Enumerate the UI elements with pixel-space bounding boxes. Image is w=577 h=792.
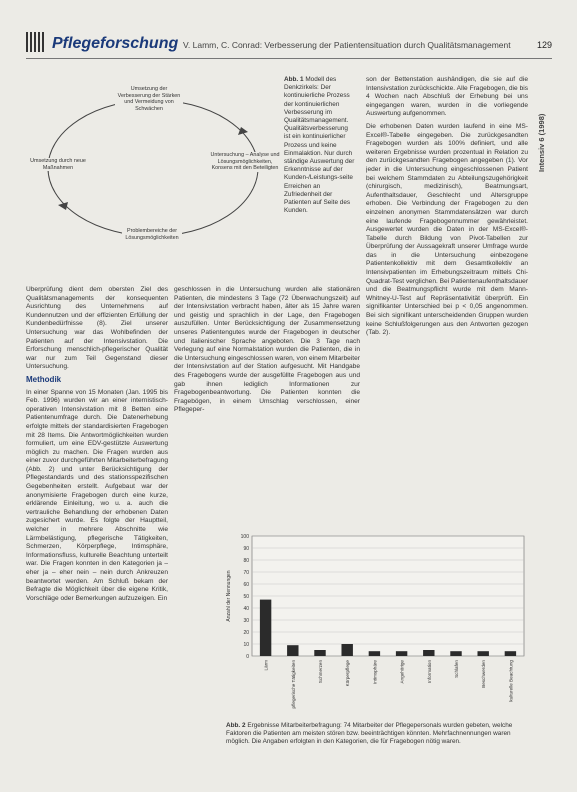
column-2-paragraph: geschlossen in die Untersuchung wurden alle stationären Patienten, die mindestens 3 Tage (72 Überwachungszeit) auf der Intensivstation verbracht haben, älter als 15 Jahre waren und geistig und sprachlich in der Lage, den Fragebogen auszufüllen. Unter Berücksichtigung der Zusammensetzung unseres Patientengutes wurde der Fragebogen in deutscher und italienischer Sprache angeboten. Die 3 Tage nach Verlegung auf eine Normalstation wurden die Patienten, die in die Untersuchung eingeschlossen waren, von einem Mitarbeiter der Intensivstation auf der Station aufgesucht. Mit Handgabe des Fragebogens wurde der ausgefüllte Fragebogen aus und gab ihnen lediglich Informationen zur Fragebogenbeantwortung. Die Patienten konnten die Fragebögen, in einem Umschlag verschlossen, einer Pflegeper- bbox=[174, 286, 360, 414]
column-3 bbox=[366, 76, 528, 520]
column-3-paragraph-1: son der Bettenstation aushändigen, die sie auf die Intensivstation zurückschickte. Alle Fragebogen, die bis 4 Wochen nach Abschluß der Erhebung bei uns eingegangen waren, wurden in die vorliegende Auswertung aufgenommen. bbox=[366, 76, 528, 118]
bar bbox=[477, 651, 488, 656]
methodik-heading: Methodik bbox=[26, 374, 62, 384]
bar bbox=[287, 645, 298, 656]
x-tick-label: Information bbox=[426, 660, 432, 683]
intro-paragraph: Überprüfung dient dem obersten Ziel des Qualitätsmanagements der konsequenten Ausrichtung des Unternehmens auf Kundennutzen und der effizienten Erfüllung der Kundenbedürfnisse (8). Ziel unserer Untersuchung war das Wohlbefinden der Patienten auf der Intensivstation. Die Erforschung menschlich-pflegerischer Qualität war nur zum Teil Gegenstand dieser Untersuchung. bbox=[26, 286, 168, 371]
y-tick-label: 20 bbox=[243, 630, 249, 636]
bar bbox=[450, 651, 461, 656]
x-tick-label: Schmerzen bbox=[318, 660, 323, 684]
bar bbox=[369, 651, 380, 656]
x-tick-label: Körperpflege bbox=[345, 660, 351, 687]
figure1-caption-text: Modell des Denkzirkels: Der kontinuierliche Prozess der kontinuierlichen Verbesserung im Qualitätsmanagement. Qualitätsverbesserung ist ein kontinuierlicher Prozess und keine Einmalaktion. Nur durch ständige Auswertung der Erkenntnisse auf der Kunden-/Leistungs-seite Erreichen an Zufriedenheit der Patienten auf Seite des Kunden. bbox=[284, 76, 355, 215]
diagram-node-top: Umsetzung der Verbesserung der Stärken und Vermeidung von Schwächen bbox=[115, 86, 183, 112]
page-number: 129 bbox=[536, 40, 552, 50]
x-tick-label: Angehörige bbox=[399, 660, 405, 684]
figure2-caption-text: Ergebnisse Mitarbeiterbefragung: 74 Mitarbeiter der Pflegepersonals wurden gebeten, welche Faktoren die Patienten am meisten stören bzw. beeinträchtigen könnten. Mehrfachnennungen waren möglich. Die Angaben erfolgten in den Kategorien, die für Fragebogen nötig waren. bbox=[226, 722, 513, 746]
diagram-node-bottom: Problembereiche der Lösungsmöglichkeiten bbox=[122, 228, 182, 241]
running-header: V. Lamm, C. Conrad: Verbesserung der Patientensituation durch Qualitätsmanagement bbox=[183, 40, 511, 50]
y-tick-label: 50 bbox=[243, 594, 249, 600]
y-tick-label: 60 bbox=[243, 582, 249, 588]
bar bbox=[314, 650, 325, 656]
bar bbox=[396, 651, 407, 656]
bar bbox=[341, 644, 352, 656]
y-tick-label: 0 bbox=[246, 654, 249, 660]
figure2-label: Abb. 2 bbox=[226, 722, 246, 729]
bar bbox=[260, 600, 271, 656]
x-tick-label: Lärm bbox=[263, 660, 269, 671]
y-tick-label: 40 bbox=[243, 606, 249, 612]
x-tick-label: kulturelle Beachtung bbox=[508, 660, 514, 702]
column-3-paragraph-2: Die erhobenen Daten wurden laufend in eine MS-Excel®-Tabelle eingegeben. Die zurückgesandten Fragebogen wurden als 100% definiert, und alle weiteren Ergebnisse wurden prozentual in Relation zu den zurückgesandten Fragebogen angegeben (1). Vor jeder in die Untersuchung eingeschlossenen Patient bei welchem Stammdaten zu Abteilungszugehörigkeit (chirurgisch, medizinisch), Beatmungsart, Aufenthaltsdauer, Geschlecht und Altersgruppe erhoben. Die Verbindung der Fragebogen zu den einzelnen anonymen Stammdatensätzen war durch eine laufende Fragebogennummer gewährleistet. Ausgewertet wurden die Daten in der MS-Excel®-Tabelle durch Bildung von Pivot-Tabellen zur Überprüfung der Aussagekraft unserer Umfrage wurde das in die Untersuchung einbezogene Patientenkollektiv mit dem Gesamtkollektiv an Intensivpatienten im Erhebungszeitraum mittels Chi-Quadrat-Test verglichen. Bei Patientenaufenthaltsdauer und die Beatmungspflicht wurde mit dem Mann-Whitney-U-Test auf Repräsentativität überprüft. Ein signifikanter Unterschied bei p < 0,05 angenommen. Bei sich signifikant unterscheidenden Gruppen wurden keine Schlußfolgerungen aus den Antworten gezogen (Tab. 2). bbox=[366, 122, 528, 337]
diagram-node-right: Untersuchung – Analyse und Lösungsmöglichkeiten, Konsens mit den Beteiligten bbox=[208, 152, 282, 172]
x-tick-label: Intimsphäre bbox=[372, 660, 378, 685]
x-tick-label: Schlafen bbox=[454, 660, 459, 678]
y-tick-label: 90 bbox=[243, 546, 249, 552]
diagram-node-left: Umsetzung durch neue Maßnahmen bbox=[26, 158, 90, 171]
bar-chart bbox=[220, 530, 530, 716]
journal-title: Pflegeforschung bbox=[52, 35, 179, 52]
column-1 bbox=[26, 286, 168, 780]
x-tick-label: Beschwerden bbox=[481, 660, 487, 688]
page-header bbox=[26, 28, 552, 59]
bar bbox=[423, 650, 434, 656]
y-tick-label: 10 bbox=[243, 642, 249, 648]
y-tick-label: 70 bbox=[243, 570, 249, 576]
figure1-label: Abb. 1 bbox=[284, 76, 304, 83]
figure1-caption bbox=[284, 76, 356, 266]
y-axis-label: Anzahl der Nennungen bbox=[226, 570, 232, 622]
side-label: Intensiv 6 (1998) bbox=[537, 113, 546, 172]
column-2 bbox=[174, 286, 360, 518]
x-tick-label: pflegerische Tätigkeiten bbox=[290, 660, 296, 709]
methodik-paragraph: In einer Spanne von 15 Monaten (Jan. 1995 bis Feb. 1996) wurden wir an einer internistisch-operativen Intensivstation mit 8 Betten eine Patientenumfrage durch. Die Datenerhebung erfolgte mittels der standardisierten Fragebogen mit 28 Items. Die Antwortmöglichkeiten wurden formuliert, um eine EDV-gestützte Auswertung möglich zu machen. Die Fragen wurden aus einer zuvor durchgeführten Mitarbeiterbefragung (Abb. 2) und unter Berücksichtigung der Pflegestandards und des stationsspezifischen Gegebenheiten erstellt. Aufgebaut war der anonymisierte Fragebogen durch eine kurze, erklärende Einleitung, wo u. a. auch die vertrauliche Behandlung der erhobenen Daten zugesichert wurde. Es folgte der Hauptteil, welcher in mehrere Abschnitte wie Lärmbelästigung, pflegerische Tätigkeiten, Schmerzen, Körperpflege, Intimsphäre, Informationsfluss, kulturelle Beachtung unterteilt war. Die Fragen konnten in den Kategorien ja – eher ja – eher nein – nein durch Ankreuzen beantwortet werden. Am Schluß bekam der Befragte die Möglichkeit über die eigene Kritik, Vorschläge oder Bemerkungen aufzuzeigen. Ein bbox=[26, 388, 168, 602]
y-tick-label: 30 bbox=[243, 618, 249, 624]
bar bbox=[505, 651, 516, 656]
y-tick-label: 80 bbox=[243, 558, 249, 564]
journal-logo-icon bbox=[26, 32, 44, 52]
figure2-caption bbox=[226, 722, 526, 766]
y-tick-label: 100 bbox=[240, 534, 249, 540]
